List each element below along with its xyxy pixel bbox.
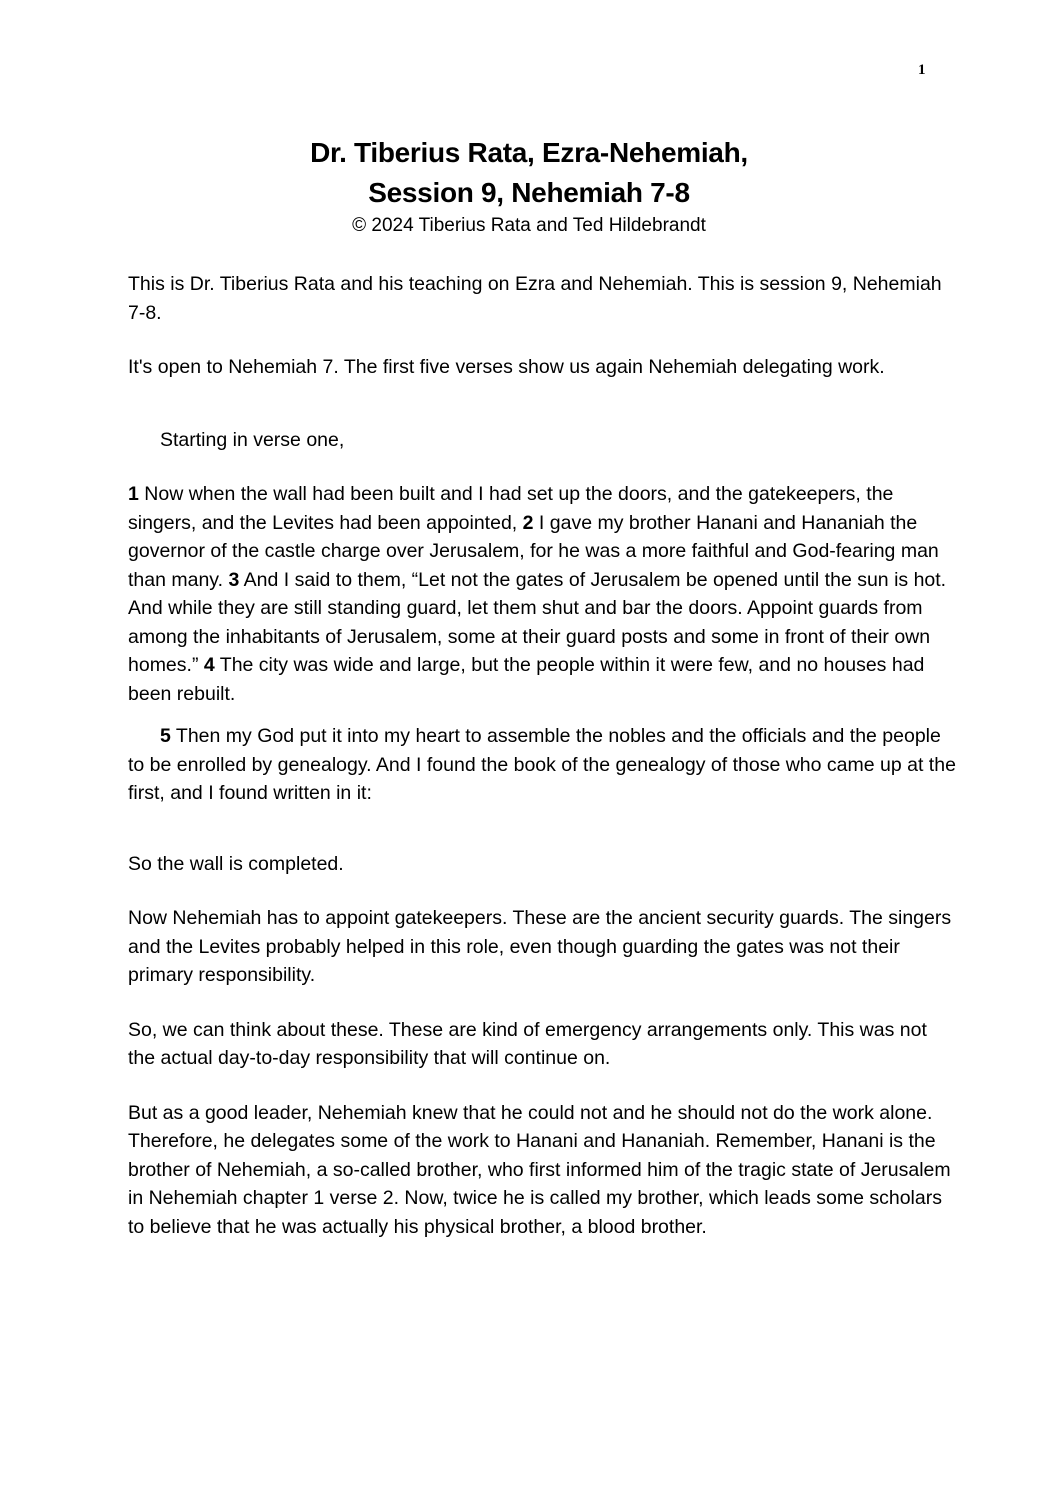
scripture-passage-verse-5 — [128, 722, 958, 808]
verse-number: 3 — [228, 568, 240, 591]
commentary-paragraph: So, we can think about these. These are kind of emergency arrangements only. This was not the actual day-to-day responsibility that will continue on. — [128, 1018, 927, 1069]
copyright-notice: © 2024 Tiberius Rata and Ted Hildebrandt — [352, 215, 706, 236]
verse-text: And I said to them, “Let not the gates of Jerusalem be opened until the sun is hot. And while they are still standing guard, let them shut and bar the doors. Appoint guards from among the inhabitants of Jerusalem, some at their guard posts and some in front of their own homes.” — [128, 568, 947, 676]
document-title-line-2: Session 9, Nehemiah 7-8 — [368, 177, 690, 208]
commentary-paragraph: But as a good leader, Nehemiah knew that he could not and he should not do the work alone. Therefore, he delegates some of the work to Hanani and Hananiah. Remember, Hanani is the brother of Nehemiah, a so-called brother, who first informed him of the tragic state of Jerusalem in Nehemiah chapter 1 verse 2. Now, twice he is called my brother, which leads some scholars to believe that he was actually his physical brother, a blood brother. — [128, 1101, 951, 1238]
verse-number: 1 — [128, 483, 139, 505]
verse-number: 2 — [522, 511, 534, 534]
commentary-paragraph: So the wall is completed. — [128, 852, 344, 875]
verse-text: Then my God put it into my heart to assemble the nobles and the officials and the people to be enrolled by genealogy. And I found the book of the genealogy of those who came up at the first, and I found written in it: — [128, 725, 956, 804]
verse-text: I gave my brother Hanani and Hananiah the governor of the castle charge over Jerusalem, for he was a more faithful and God-fearing man than many. — [128, 511, 939, 591]
verse-number: 5 — [160, 725, 171, 747]
document-title-line-1: Dr. Tiberius Rata, Ezra-Nehemiah, — [310, 137, 748, 168]
commentary-paragraph: Now Nehemiah has to appoint gatekeepers. These are the ancient security guards. The singers and the Levites probably helped in this role, even though guarding the gates was not their primary responsibility. — [128, 907, 952, 986]
page-number: 1 — [918, 62, 926, 78]
opening-paragraph: It's open to Nehemiah 7. The first five verses show us again Nehemiah delegating work. — [128, 356, 885, 378]
scripture-passage-verses-1-4 — [128, 480, 958, 708]
document-body — [128, 270, 958, 1267]
verse-number: 4 — [203, 654, 215, 676]
verse-text: Now when the wall had been built and I had set up the doors, and the gatekeepers, the singers, and the Levites had been appointed, — [128, 483, 894, 534]
document-header — [0, 133, 1058, 239]
intro-paragraph: This is Dr. Tiberius Rata and his teaching on Ezra and Nehemiah. This is session 9, Nehemiah 7-8. — [128, 273, 942, 324]
verse-intro-paragraph: Starting in verse one, — [160, 428, 345, 451]
verse-text: The city was wide and large, but the people within it were few, and no houses had been rebuilt. — [128, 654, 925, 705]
